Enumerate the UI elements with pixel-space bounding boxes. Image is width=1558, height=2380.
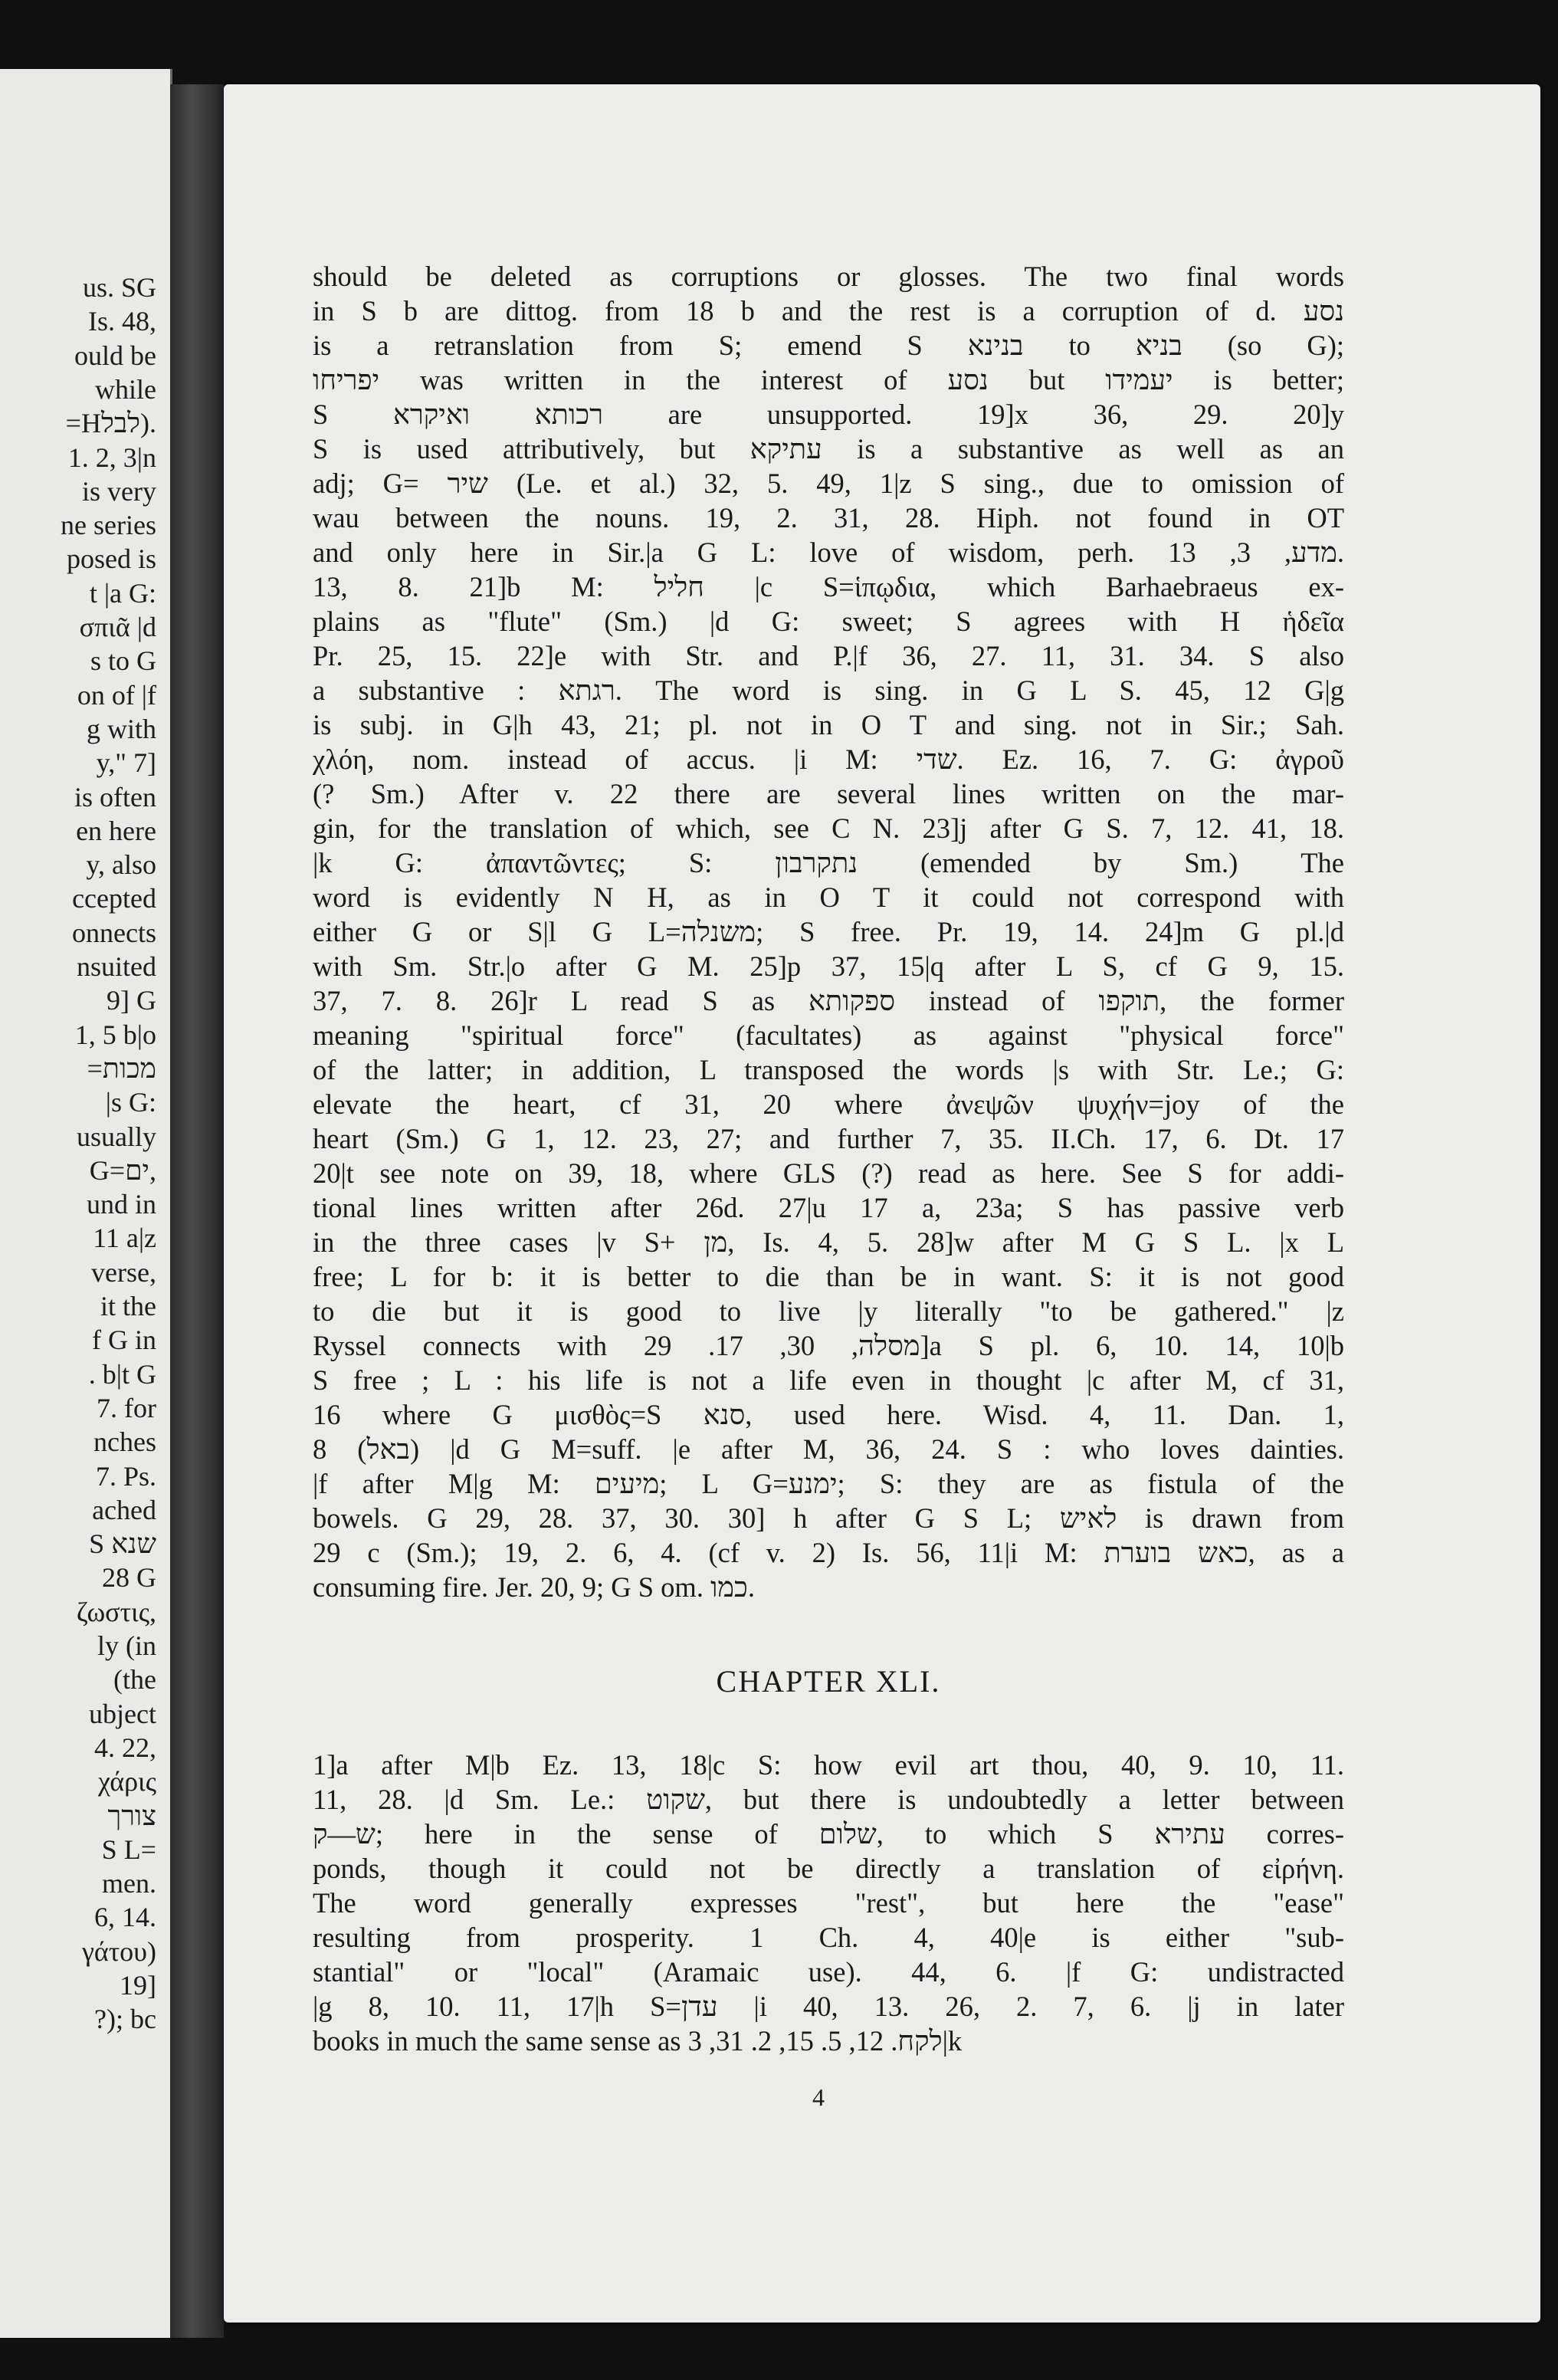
text-line: and only here in Sir.|a G L: love of wisdom, perh. מדע, 3, 13.	[313, 537, 1344, 568]
previous-page-line: ubject	[89, 1698, 156, 1729]
text-line: 8 (באל) |d G M=suff. |e after M, 36, 24. S : who loves dainties.	[313, 1433, 1345, 1465]
previous-page-line: 7. for	[97, 1392, 156, 1423]
text-line: of the latter; in addition, L transposed the words |s with Str. Le.; G:	[313, 1054, 1344, 1085]
previous-page-line: while	[95, 373, 156, 405]
text-line: plains as "flute" (Sm.) |d G: sweet; S agrees with H ἡδεῖα	[313, 606, 1344, 637]
previous-page-line: y, also	[86, 849, 156, 881]
text-line: Ryssel connects with מסלה, 30, 17. 29]a S pl. 6, 10. 14, 10|b	[313, 1330, 1345, 1361]
previous-page-line: s to G	[90, 645, 156, 677]
previous-page-line: ζωστις,	[76, 1596, 156, 1627]
previous-page-line: 6, 14.	[94, 1902, 156, 1933]
text-line: elevate the heart, cf 31, 20 where ἀνεψῶν ψυχήν=joy of the	[313, 1088, 1344, 1120]
text-line: books in much the same sense as לקח. 12, 5. 15, 2. 31, 3|k	[313, 2025, 963, 2057]
previous-page-line: nches	[93, 1426, 156, 1458]
book-gutter	[170, 84, 224, 2338]
text-line: 11, 28. |d Sm. Le.: שקוט, but there is undoubtedly a letter between	[313, 1784, 1345, 1815]
text-line: S רכותא ואיקרא are unsupported. 19]x 36, 29. 20]y	[313, 399, 1344, 430]
text-line: ponds, though it could not be directly a translation of εἰρήνη.	[313, 1853, 1344, 1884]
text-line: in the three cases |v S+ מן, Is. 4, 5. 28]w after M G S L. |x L	[313, 1226, 1344, 1258]
text-line: a substantive : רגתא. The word is sing. in G L S. 45, 12 G|g	[313, 675, 1345, 706]
chapter-commentary-text	[313, 1748, 1344, 2058]
previous-page-line: 19]	[120, 1970, 156, 2001]
text-line: 13, 8. 21]b M: חליל |c S=ἱπῳδια, which Barhaebraeus ex-	[313, 571, 1344, 602]
text-line: should be deleted as corruptions or glosses. The two final words	[313, 261, 1344, 292]
previous-page-line: S שנא	[89, 1528, 156, 1560]
previous-page-line: onnects	[72, 917, 156, 948]
previous-page-line: =מכות	[87, 1052, 156, 1084]
text-line: S free ; L : his life is not a life even in thought |c after M, cf 31,	[313, 1364, 1344, 1396]
text-line: gin, for the translation of which, see C N. 23]j after G S. 7, 12. 41, 18.	[313, 812, 1344, 844]
previous-page-edge	[0, 69, 172, 2338]
previous-page-line: usually	[77, 1121, 156, 1152]
previous-page-line: G=ים,	[89, 1154, 156, 1186]
previous-page-line: γάτου)	[81, 1935, 156, 1967]
text-line: in S b are dittog. from 18 b and the rest is a corruption of d. נסע	[313, 295, 1344, 327]
previous-page-line: en here	[76, 815, 156, 846]
text-line: resulting from prosperity. 1 Ch. 4, 40|e is either "sub-	[313, 1922, 1344, 1953]
previous-page-line: und in	[86, 1189, 156, 1220]
previous-page-line: צורך	[107, 1800, 156, 1831]
text-line: consuming fire. Jer. 20, 9; G S om. כמו.	[313, 1571, 756, 1603]
chapter-heading: CHAPTER XLI.	[716, 1664, 941, 1699]
text-line: יפריחו was written in the interest of נסע but יעמידו is better;	[313, 364, 1344, 396]
previous-page-line: it the	[100, 1291, 156, 1321]
text-line: wau between the nouns. 19, 2. 31, 28. Hiph. not found in OT	[313, 502, 1344, 533]
text-line: either G or S|l G L=משנלה; S free. Pr. 19, 14. 24]m G pl.|d	[313, 916, 1344, 947]
previous-page-line: t |a G:	[89, 577, 156, 609]
previous-page-line: Is. 48,	[88, 306, 156, 337]
text-line: 16 where G μισθὸς=S סנא, used here. Wisd. 4, 11. Dan. 1,	[313, 1399, 1344, 1430]
previous-page-line: . b|t G	[88, 1358, 156, 1390]
text-line: bowels. G 29, 28. 37, 30. 30] h after G S L; לאיש is drawn from	[313, 1502, 1344, 1534]
previous-page-line: g with	[86, 713, 156, 744]
text-line: is a retranslation from S; emend S בנינא to בניא (so G);	[313, 330, 1344, 361]
text-line: to die but it is good to live |y literally "to be gathered." |z	[313, 1295, 1344, 1327]
previous-page-line: σπιᾶ |d	[79, 612, 156, 642]
previous-page-line: |s G:	[105, 1087, 156, 1118]
previous-page-line: nsuited	[77, 951, 156, 982]
commentary-text	[313, 259, 1344, 1604]
previous-page-line: S L=	[101, 1833, 156, 1865]
text-line: stantial" or "local" (Aramaic use). 44, 6. |f G: undistracted	[313, 1956, 1344, 1988]
previous-page-line: ne series	[61, 510, 156, 541]
previous-page-line: verse,	[91, 1256, 156, 1288]
previous-page-line: posed is	[67, 543, 156, 575]
previous-page-line: (the	[113, 1664, 156, 1696]
text-line: 29 c (Sm.); 19, 2. 6, 4. (cf v. 2) Is. 56, 11|i M: כאש בוערת, as a	[313, 1537, 1344, 1568]
text-line: χλόη, nom. instead of accus. |i M: שדי. Ez. 16, 7. G: ἀγροῦ	[313, 744, 1344, 775]
text-line: The word generally expresses "rest", but here the "ease"	[313, 1887, 1344, 1919]
text-line: |g 8, 10. 11, 17|h S=עדן |i 40, 13. 26, 2. 7, 6. |j in later	[313, 1991, 1344, 2022]
text-line: |f after M|g M: מיעים; L G=ימנע; S: they are as fistula of the	[313, 1468, 1344, 1499]
previous-page-line: 4. 22,	[94, 1732, 156, 1763]
text-line: word is evidently N H, as in O T it could not correspond with	[313, 881, 1344, 913]
previous-page-line: f G in	[92, 1325, 156, 1356]
text-line: adj; G= שיר (Le. et al.) 32, 5. 49, 1|z S sing., due to omission of	[313, 468, 1344, 499]
previous-page-line: 1. 2, 3|n	[67, 442, 156, 473]
page-number: 4	[812, 2083, 825, 2111]
text-line: (? Sm.) After v. 22 there are several lines written on the mar-	[313, 778, 1344, 809]
text-line: meaning "spiritual force" (facultates) as against "physical force"	[313, 1019, 1344, 1051]
previous-page-line: 1, 5 b|o	[74, 1019, 156, 1050]
text-line: 37, 7. 8. 26]r L read S as ספקותא instead of תוקפו, the former	[313, 985, 1344, 1016]
previous-page-line: 7. Ps.	[95, 1460, 156, 1492]
text-line: tional lines written after 26d. 27|u 17 a, 23a; S has passive verb	[313, 1192, 1344, 1223]
text-line: 20|t see note on 39, 18, where GLS (?) read as here. See S for addi-	[313, 1157, 1344, 1189]
previous-page-line: =Hלבל).	[65, 408, 156, 439]
previous-page-line: ly (in	[97, 1630, 156, 1661]
text-line: 1]a after M|b Ez. 13, 18|c S: how evil art thou, 40, 9. 10, 11.	[313, 1749, 1344, 1781]
text-line: free; L for b: it is better to die than be in want. S: it is not good	[313, 1261, 1344, 1292]
text-line: |k G: ἀπαντῶντες; S: נתקרבון (emended by Sm.) The	[313, 847, 1344, 878]
previous-page-line: ould be	[74, 340, 156, 371]
text-line: is subj. in G|h 43, 21; pl. not in O T and sing. not in Sir.; Sah.	[313, 709, 1344, 740]
previous-page-line: y," 7]	[96, 747, 156, 779]
previous-page-line: 9] G	[107, 985, 156, 1016]
text-line: S is used attributively, but עתיקא is a substantive as well as an	[313, 433, 1344, 465]
text-line: heart (Sm.) G 1, 12. 23, 27; and further 7, 35. II.Ch. 17, 6. Dt. 17	[313, 1123, 1344, 1154]
previous-page-line: 28 G	[102, 1562, 156, 1594]
previous-page-line: ached	[92, 1494, 156, 1525]
previous-page-line: is very	[82, 475, 156, 507]
previous-page-line: 11 a|z	[93, 1223, 156, 1254]
previous-page-line: is often	[74, 781, 156, 812]
text-line: with Sm. Str.|o after G M. 25]p 37, 15|q after L S, cf G 9, 15.	[313, 950, 1344, 982]
previous-page-line: us. SG	[82, 272, 156, 303]
previous-page-line: ?); bc	[94, 2004, 156, 2035]
previous-page-line: on of |f	[77, 679, 156, 711]
previous-page-line: χάρις	[98, 1766, 156, 1797]
previous-page-line: ccepted	[72, 883, 156, 914]
text-line: Pr. 25, 15. 22]e with Str. and P.|f 36, 27. 11, 31. 34. S also	[313, 640, 1344, 671]
previous-page-line: men.	[102, 1868, 156, 1899]
text-line: ש—ק; here in the sense of שלום, to which S עתירא corres-	[313, 1818, 1344, 1850]
